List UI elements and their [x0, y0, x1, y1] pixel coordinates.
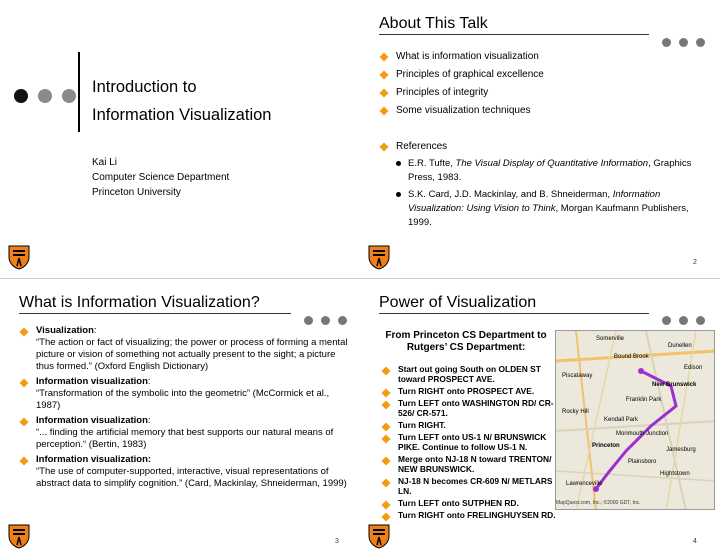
talk-outline-list	[380, 50, 710, 237]
list-item: Turn LEFT onto SUTPHEN RD.	[382, 498, 560, 508]
slide-1-author	[92, 155, 229, 200]
dot-icon	[662, 316, 671, 325]
map-label: Piscataway	[562, 373, 593, 379]
list-item: What is information visualization	[380, 50, 710, 64]
slide-4-title: Power of Visualization	[379, 294, 537, 311]
diamond-bullet-icon	[381, 388, 390, 397]
princeton-shield-icon	[8, 244, 30, 270]
slide-3-title: What is Information Visualization?	[19, 294, 260, 311]
title-underline	[19, 313, 291, 314]
dot-icon	[304, 316, 313, 325]
diamond-bullet-icon	[381, 366, 390, 375]
diamond-bullet-icon	[381, 400, 390, 409]
list-item: Turn RIGHT onto FRELINGHUYSEN RD.	[382, 510, 560, 520]
map-label: Bound Brook	[614, 354, 649, 360]
diamond-bullet-icon	[381, 478, 390, 487]
slide-4-dots	[662, 316, 705, 325]
diamond-bullet-icon	[19, 456, 28, 465]
dot-icon	[62, 89, 76, 103]
dot-icon	[38, 89, 52, 103]
slide-2-dots	[662, 38, 705, 47]
diamond-bullet-icon	[379, 52, 388, 61]
diamond-bullet-icon	[19, 378, 28, 387]
diamond-bullet-icon	[379, 88, 388, 97]
references-list	[396, 157, 710, 230]
route-map	[555, 330, 715, 510]
page-number: 4	[693, 538, 697, 545]
diamond-bullet-icon	[19, 417, 28, 426]
page-number: 3	[335, 538, 339, 545]
dot-icon	[662, 38, 671, 47]
slide-1	[0, 0, 360, 278]
map-copyright: MapQuest.com, Inc.; ©2000 GDT, Inc.	[556, 500, 641, 506]
list-item: NJ-18 N becomes CR-609 N/ METLARS LN.	[382, 476, 560, 496]
princeton-shield-icon	[368, 523, 390, 549]
map-label: Plainsboro	[628, 459, 657, 465]
map-label: Hightstown	[660, 471, 690, 477]
list-item: Principles of integrity	[380, 86, 710, 100]
author-name: Kai Li	[92, 157, 118, 168]
list-item: Information visualization: “The use of computer-supported, interactive, visual representations of abstract data to simplify cognition.” (Card, Mackinlay, Shneiderman, 1999)	[20, 454, 350, 490]
map-label: New Brunswick	[652, 382, 697, 388]
list-item: Turn LEFT onto WASHINGTON RD/ CR-526/ CR-571.	[382, 398, 560, 418]
map-label: Franklin Park	[626, 397, 662, 403]
definitions-list	[20, 325, 350, 493]
diamond-bullet-icon	[381, 500, 390, 509]
map-label: Somerville	[596, 336, 625, 342]
list-item: Information visualization: “... finding the artificial memory that best supports our natural means of perception.“ (Bertin, 1983)	[20, 415, 350, 451]
title-vertical-rule	[78, 52, 80, 132]
circle-bullet-icon	[396, 192, 401, 197]
list-item: Principles of graphical excellence	[380, 68, 710, 82]
dot-icon	[696, 316, 705, 325]
author-univ: Princeton University	[92, 187, 181, 198]
dot-icon	[14, 89, 28, 103]
list-item: Some visualization techniques	[380, 104, 710, 118]
list-item: Start out going South on OLDEN ST toward PROSPECT AVE.	[382, 364, 560, 384]
diamond-bullet-icon	[379, 142, 388, 151]
list-item: References E.R. Tufte, The Visual Display of Quantitative Information, Graphics Press, 1983. S.K. Card, J.D. Mackinlay, and B. Shneiderman, Information Visualization: Using Vision to Think, Morgan Kaufmann Publishers, 1999.	[380, 140, 710, 230]
title-underline	[379, 313, 649, 314]
diamond-bullet-icon	[381, 422, 390, 431]
reference-item: E.R. Tufte, The Visual Display of Quantitative Information, Graphics Press, 1983.	[396, 157, 710, 185]
list-item: Merge onto NJ-18 N toward TRENTON/ NEW BRUNSWICK.	[382, 454, 560, 474]
author-dept: Computer Science Department	[92, 172, 230, 183]
list-item: Turn LEFT onto US-1 N/ BRUNSWICK PIKE. Continue to follow US-1 N.	[382, 432, 560, 452]
list-item: Information visualization: “Transformation of the symbolic into the geometric” (McCormick et al., 1987)	[20, 376, 350, 412]
princeton-shield-icon	[368, 244, 390, 270]
map-label: Edison	[684, 365, 703, 371]
slide-1-title: Introduction to Information Visualization	[92, 78, 272, 124]
map-label: Dunellen	[668, 343, 692, 349]
directions-list	[382, 364, 560, 522]
slide-1-dots	[14, 89, 76, 103]
diamond-bullet-icon	[19, 327, 28, 336]
list-item: Turn RIGHT.	[382, 420, 560, 430]
dot-icon	[321, 316, 330, 325]
slide-3-dots	[304, 316, 347, 325]
map-label: Lawrenceville	[566, 481, 603, 487]
dot-icon	[679, 38, 688, 47]
map-label: Rocky Hill	[562, 409, 589, 415]
dot-icon	[679, 316, 688, 325]
map-label: Monmouth Junction	[616, 431, 669, 437]
circle-bullet-icon	[396, 161, 401, 166]
list-item: Visualization: “The action or fact of visualizing; the power or process of forming a mental picture or vision of something not actually present to the sight; a picture thus formed.” (Oxford English Dictionary)	[20, 325, 350, 373]
map-label: Princeton	[592, 443, 620, 449]
diamond-bullet-icon	[381, 456, 390, 465]
princeton-shield-icon	[8, 523, 30, 549]
list-item: Turn RIGHT onto PROSPECT AVE.	[382, 386, 560, 396]
title-underline	[379, 34, 649, 35]
reference-item: S.K. Card, J.D. Mackinlay, and B. Shneiderman, Information Visualization: Using Vision to Think, Morgan Kaufmann Publishers, 1999.	[396, 188, 710, 230]
diamond-bullet-icon	[381, 512, 390, 521]
directions-heading: From Princeton CS Department to Rutgers’ CS Department:	[385, 330, 547, 353]
slide-2-title: About This Talk	[379, 15, 488, 32]
map-label: Jamesburg	[666, 447, 696, 453]
page-number: 2	[693, 259, 697, 266]
dot-icon	[696, 38, 705, 47]
dot-icon	[338, 316, 347, 325]
map-label: Kendall Park	[604, 417, 639, 423]
diamond-bullet-icon	[379, 106, 388, 115]
diamond-bullet-icon	[379, 70, 388, 79]
diamond-bullet-icon	[381, 434, 390, 443]
